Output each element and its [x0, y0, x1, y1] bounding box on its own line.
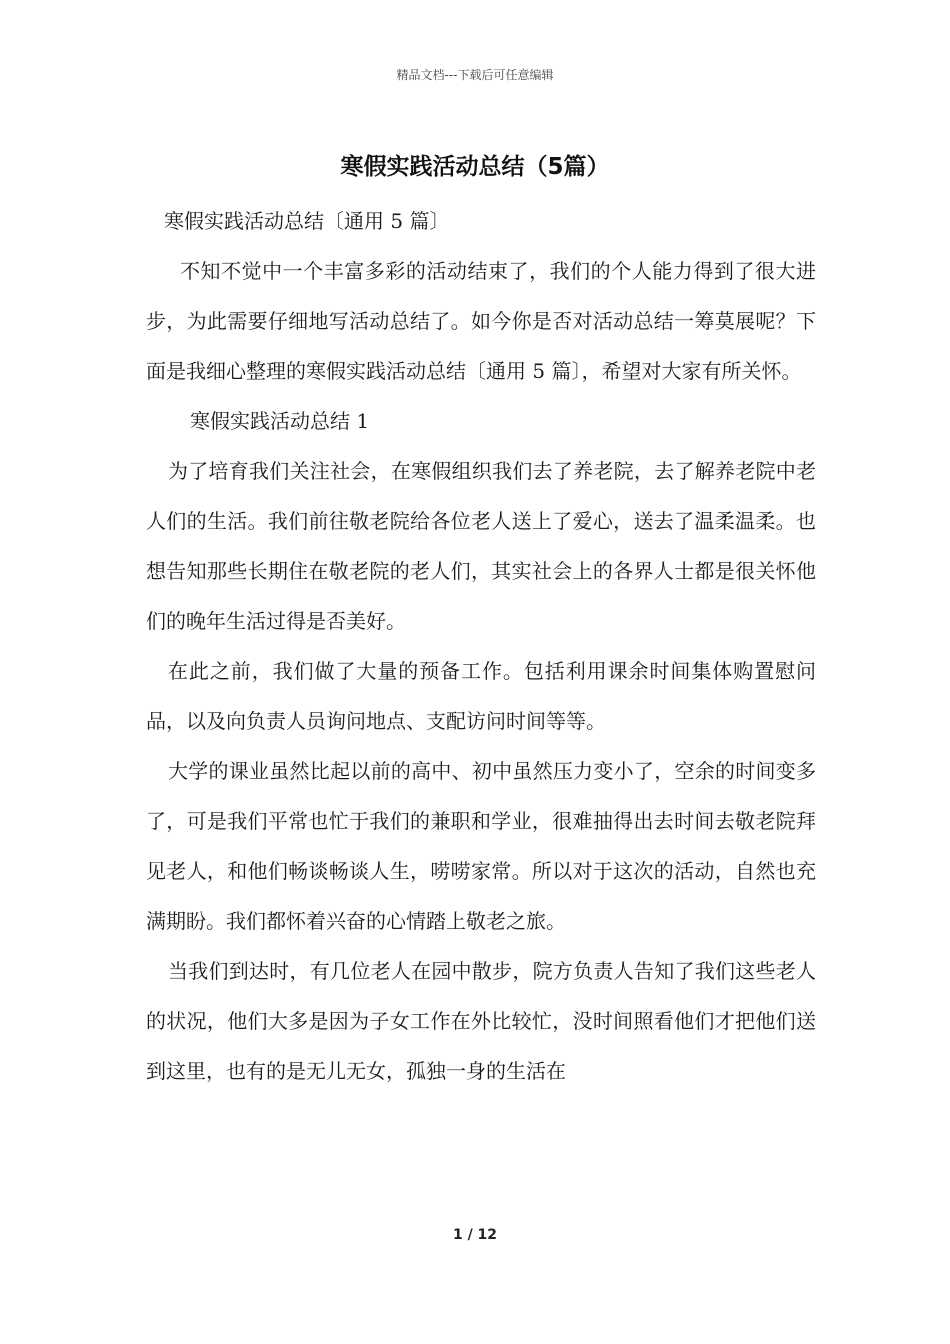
document-body	[146, 196, 816, 1096]
intro-paragraph: 不知不觉中一个丰富多彩的活动结束了，我们的个人能力得到了很大进步，为此需要仔细地写活动总结了。如今你是否对活动总结一筹莫展呢？下面是我细心整理的寒假实践活动总结〔通用 5 篇〕，希望对大家有所关怀。	[146, 259, 816, 383]
paragraph: 大学的课业虽然比起以前的高中、初中虽然压力变小了，空余的时间变多了，可是我们平常也忙于我们的兼职和学业，很难抽得出去时间去敬老院拜见老人，和他们畅谈畅谈人生，唠唠家常。所以对于这次的活动，自然也充满期盼。我们都怀着兴奋的心情踏上敬老之旅。	[146, 759, 816, 933]
paragraph: 为了培育我们关注社会，在寒假组织我们去了养老院，去了解养老院中老人们的生活。我们前往敬老院给各位老人送上了爱心，送去了温柔温柔。也想告知那些长期住在敬老院的老人们，其实社会上的各界人士都是很关怀他们的晚年生活过得是否美好。	[146, 459, 816, 633]
page-number: 1 / 12	[452, 1227, 498, 1243]
section-heading: 寒假实践活动总结 1	[190, 409, 370, 433]
paragraph: 在此之前，我们做了大量的预备工作。包括利用课余时间集体购置慰问品，以及向负责人员询问地点、支配访问时间等等。	[146, 659, 816, 733]
document-title: 寒假实践活动总结（5篇）	[340, 154, 610, 180]
page-header-note: 精品文档---下载后可任意编辑	[396, 68, 554, 82]
document-subtitle: 寒假实践活动总结〔通用 5 篇〕	[164, 209, 450, 233]
paragraph: 当我们到达时，有几位老人在园中散步，院方负责人告知了我们这些老人的状况，他们大多是因为子女工作在外比较忙，没时间照看他们才把他们送到这里，也有的是无儿无女，孤独一身的生活在	[146, 959, 816, 1083]
